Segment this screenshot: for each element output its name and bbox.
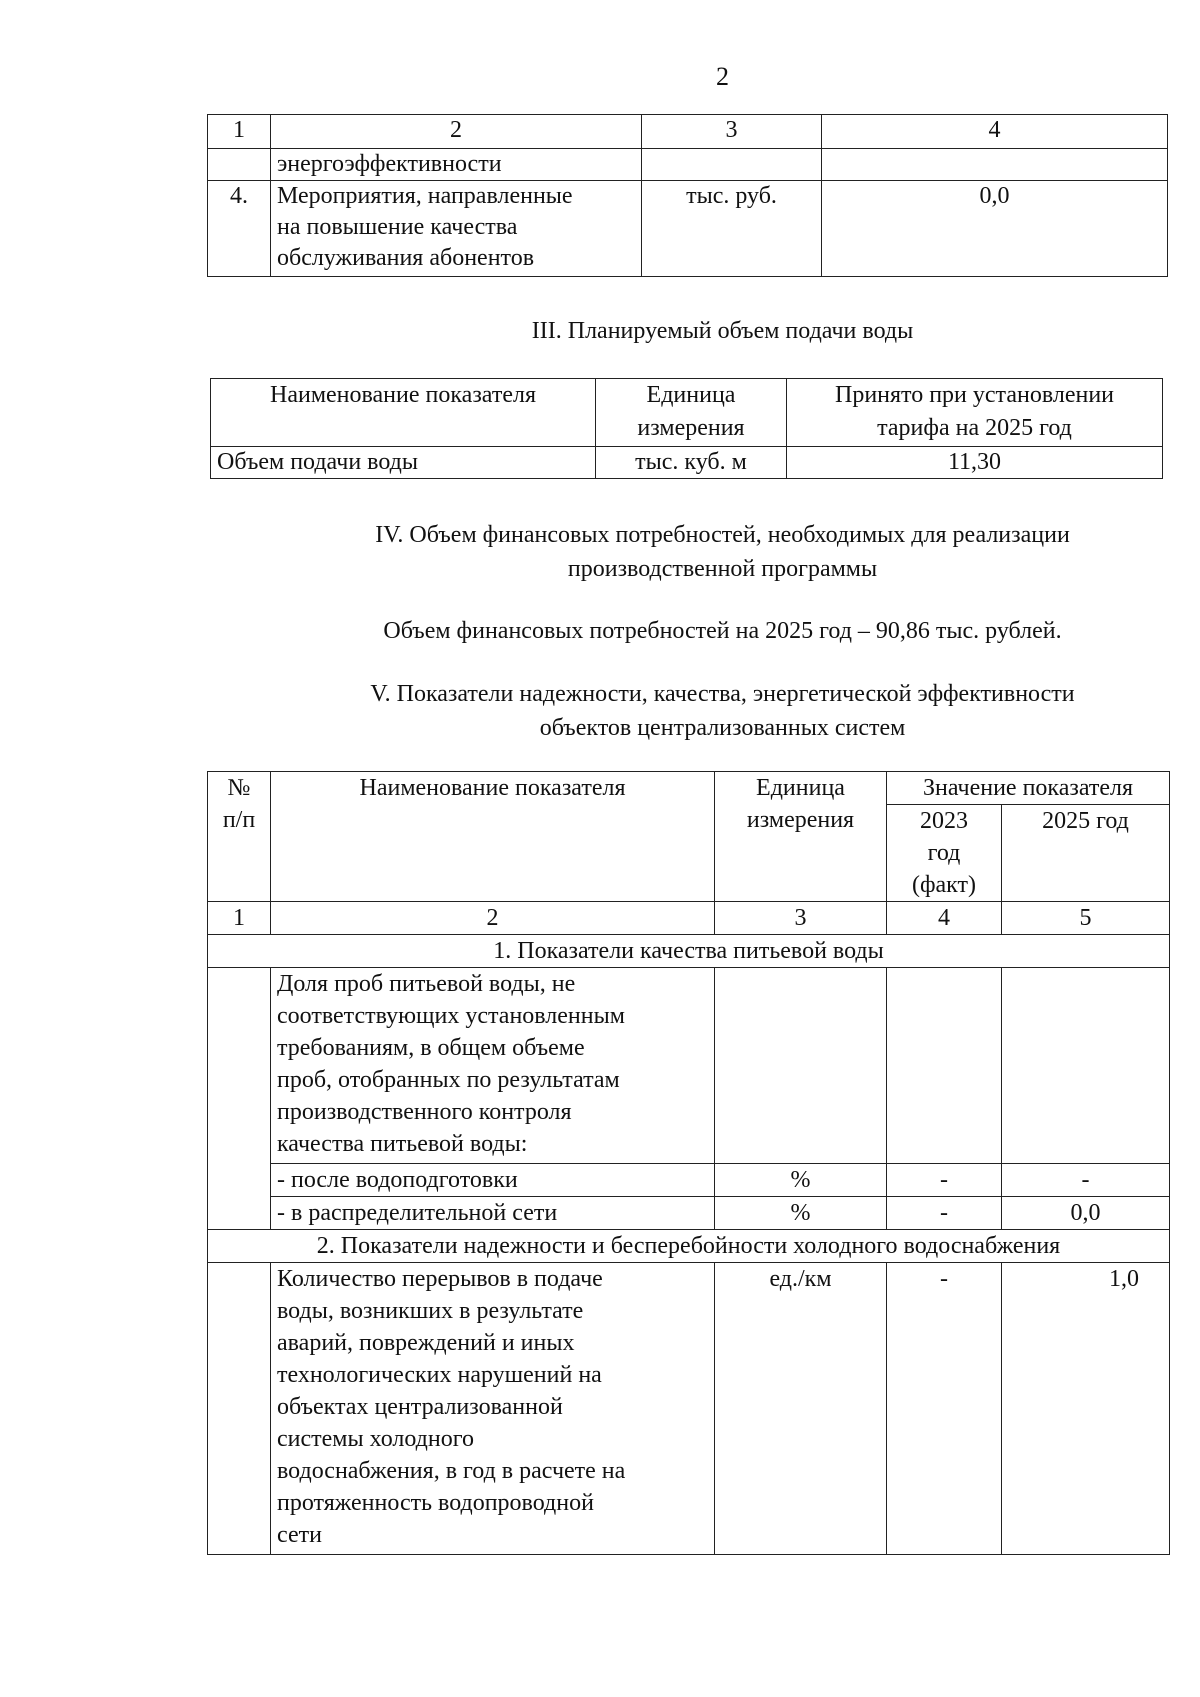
row-number (208, 149, 271, 181)
name-line: сети (277, 1522, 322, 1548)
group-1-title: 1. Показатели качества питьевой воды (208, 935, 1170, 968)
row-number (208, 968, 271, 1230)
name-line: Мероприятия, направленные (277, 183, 573, 209)
row-unit: ед./км (715, 1263, 887, 1555)
table-row (208, 1197, 1170, 1230)
row-name (271, 968, 715, 1164)
header-line: тарифа на 2025 год (877, 415, 1072, 441)
header-line: Единица (756, 775, 845, 801)
name-line: соответствующих установленным (277, 1003, 625, 1029)
index-cell: 4 (887, 902, 1002, 935)
row-unit (642, 149, 822, 181)
header-line: № (227, 775, 251, 801)
row-value-2025: 0,0 (1002, 1197, 1170, 1230)
name-line: требованиям, в общем объеме (277, 1035, 585, 1061)
group-title-row (208, 1230, 1170, 1263)
header-cell: 4 (822, 115, 1168, 149)
header-line: год (927, 840, 961, 866)
table-header-row (208, 772, 1170, 805)
header-indicator-name: Наименование показателя (211, 379, 596, 447)
row-unit: % (715, 1197, 887, 1230)
title-line: производственной программы (567, 556, 878, 582)
section-5-title (0, 677, 1200, 745)
group-title-row (208, 935, 1170, 968)
header-unit (596, 379, 787, 447)
header-indicator-name: Наименование показателя (271, 772, 715, 902)
row-value-2023: - (887, 1263, 1002, 1555)
name-line: Доля проб питьевой воды, не (277, 971, 576, 997)
section-3-title: III. Планируемый объем подачи воды (531, 318, 914, 344)
page-number: 2 (716, 62, 729, 91)
index-cell: 5 (1002, 902, 1170, 935)
row-name (271, 1263, 715, 1555)
row-name: - в распределительной сети (271, 1197, 715, 1230)
row-value: 11,30 (787, 447, 1163, 479)
header-line: Принято при установлении (834, 382, 1115, 408)
row-unit: тыс. руб. (642, 181, 822, 277)
name-line: объектах централизованной (277, 1394, 563, 1420)
name-line: качества питьевой воды: (277, 1131, 528, 1157)
header-2023 (887, 805, 1002, 902)
table-header-row (211, 379, 1163, 447)
group-2-title: 2. Показатели надежности и бесперебойности холодного водоснабжения (208, 1230, 1170, 1263)
row-value-2023: - (887, 1164, 1002, 1197)
title-line: объектов централизованных систем (539, 715, 906, 741)
name-line: воды, возникших в результате (277, 1298, 584, 1324)
row-value-2023: - (887, 1197, 1002, 1230)
header-line: измерения (746, 807, 855, 833)
row-value-2025 (1002, 968, 1170, 1164)
name-line: системы холодного (277, 1426, 474, 1452)
name-line: протяженность водопроводной (277, 1490, 594, 1516)
index-cell: 1 (208, 902, 271, 935)
activities-table-continuation (207, 114, 1168, 277)
title-line: V. Показатели надежности, качества, энергетической эффективности (370, 681, 1075, 707)
row-name: - после водоподготовки (271, 1164, 715, 1197)
table-row (208, 181, 1168, 277)
name-line: производственного контроля (277, 1099, 572, 1125)
row-value-2023 (887, 968, 1002, 1164)
header-2025: 2025 год (1002, 805, 1170, 902)
table-row (208, 1164, 1170, 1197)
financial-needs-text: Объем финансовых потребностей на 2025 год – 90,86 тыс. рублей. (383, 618, 1062, 644)
index-row (208, 902, 1170, 935)
row-name: Объем подачи воды (211, 447, 596, 479)
section-4-title (0, 518, 1200, 586)
row-name: энергоэффективности (271, 149, 642, 181)
header-line: Единица (646, 382, 736, 408)
header-unit (715, 772, 887, 902)
index-cell: 2 (271, 902, 715, 935)
header-line: п/п (222, 807, 256, 833)
name-line: аварий, повреждений и иных (277, 1330, 575, 1356)
header-line: 2023 (920, 808, 968, 834)
header-cell: 1 (208, 115, 271, 149)
name-line: Количество перерывов в подаче (277, 1266, 603, 1292)
header-line: измерения (637, 415, 745, 441)
table-header-row (208, 115, 1168, 149)
header-value-group: Значение показателя (887, 772, 1170, 805)
row-unit: % (715, 1164, 887, 1197)
table-row (208, 1263, 1170, 1555)
row-value-2025: 1,0 (1002, 1263, 1170, 1555)
water-supply-volume-table (210, 378, 1163, 479)
row-number (208, 1263, 271, 1555)
row-unit: тыс. куб. м (596, 447, 787, 479)
indicators-table (207, 771, 1170, 1555)
row-unit (715, 968, 887, 1164)
name-line: обслуживания абонентов (277, 245, 535, 271)
name-line: на повышение качества (277, 214, 518, 240)
header-accepted-value (787, 379, 1163, 447)
header-cell: 3 (642, 115, 822, 149)
row-value (822, 149, 1168, 181)
table-row (208, 968, 1170, 1164)
header-line: (факт) (911, 872, 977, 898)
name-line: технологических нарушений на (277, 1362, 602, 1388)
name-line: водоснабжения, в год в расчете на (277, 1458, 626, 1484)
index-cell: 3 (715, 902, 887, 935)
row-value-2025: - (1002, 1164, 1170, 1197)
row-name (271, 181, 642, 277)
table-row (208, 149, 1168, 181)
row-value: 0,0 (822, 181, 1168, 277)
name-line: проб, отобранных по результатам (277, 1067, 620, 1093)
row-number: 4. (208, 181, 271, 277)
header-row-number (208, 772, 271, 902)
title-line: IV. Объем финансовых потребностей, необходимых для реализации (375, 522, 1070, 548)
header-cell: 2 (271, 115, 642, 149)
table-row (211, 447, 1163, 479)
